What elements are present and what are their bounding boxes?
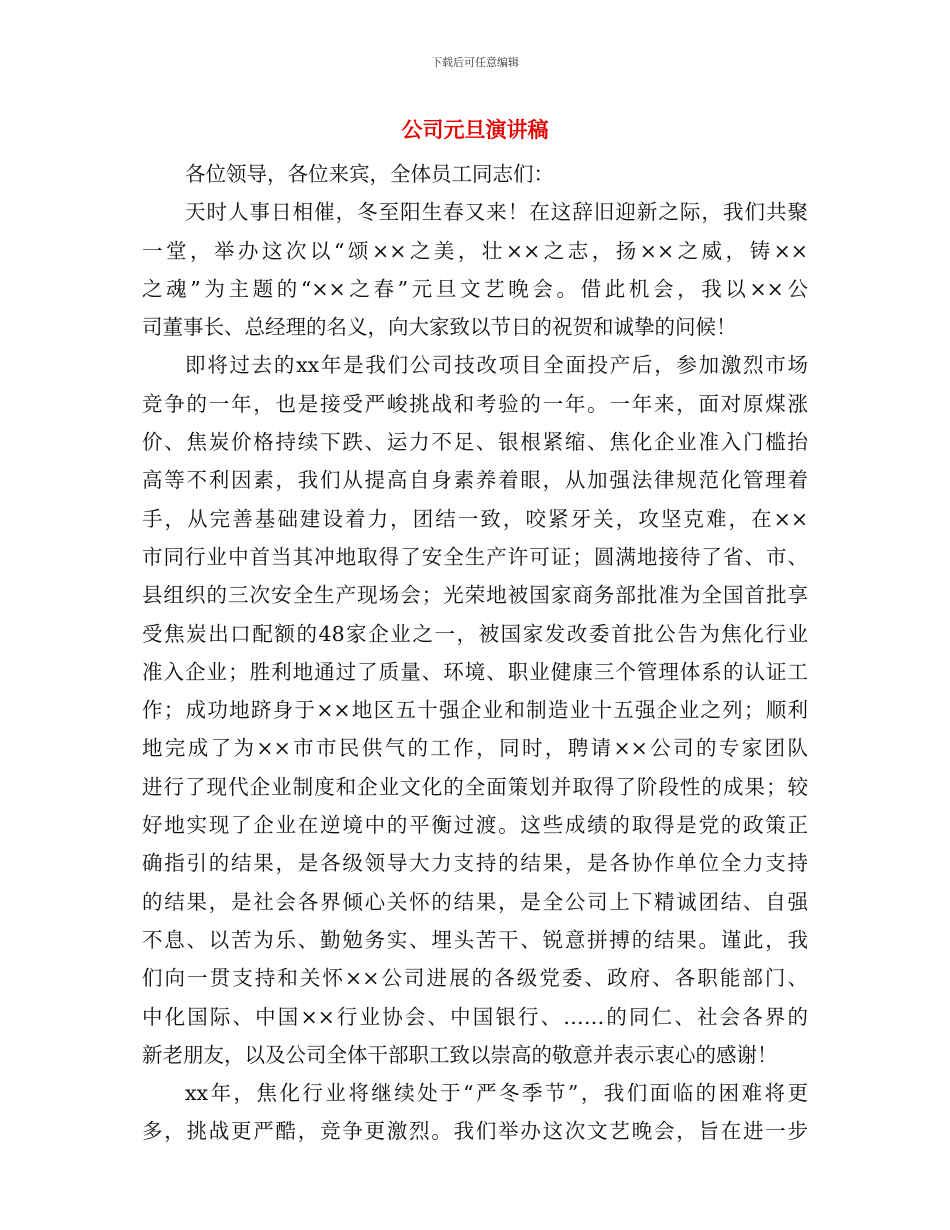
text-line: 即将过去的xx年是我们公司技改项目全面投产后，参加激烈市场 (185, 353, 808, 378)
text-line: 中化国际、中国××行业协会、中国银行、……的同仁、社会各界的 (142, 1004, 808, 1029)
text-line: 进行了现代企业制度和企业文化的全面策划并取得了阶段性的成果；较 (142, 774, 808, 799)
text-line: 价、焦炭价格持续下跌、运力不足、银根紧缩、焦化企业准入门槛抬 (142, 430, 808, 455)
text-line: 多，挑战更严酷，竞争更激烈。我们举办这次文艺晚会，旨在进一步 (142, 1119, 808, 1144)
text-line: 受焦炭出口配额的48家企业之一，被国家发改委首批公告为焦化行业 (142, 621, 808, 646)
text-line: 一堂，举办这次以“颂××之美，壮××之志，扬××之威，铸×× (142, 238, 808, 263)
text-line: 不息、以苦为乐、勤勉务实、埋头苦干、锐意拼搏的结果。谨此，我 (142, 927, 808, 952)
text-line: 地完成了为××市市民供气的工作，同时，聘请××公司的专家团队 (142, 736, 808, 761)
text-line: 高等不利因素，我们从提高自身素养着眼，从加强法律规范化管理着 (142, 468, 808, 493)
document-body (142, 155, 808, 1151)
text-line: 确指引的结果，是各级领导大力支持的结果，是各协作单位全力支持 (142, 851, 808, 876)
text-line: 县组织的三次安全生产现场会；光荣地被国家商务部批准为全国首批享 (142, 583, 808, 608)
text-line: 准入企业；胜利地通过了质量、环境、职业健康三个管理体系的认证工 (142, 659, 808, 684)
text-line: 司董事长、总经理的名义，向大家致以节日的祝贺和诚挚的问候！ (142, 315, 737, 340)
text-line: xx年，焦化行业将继续处于“严冬季节”，我们面临的困难将更 (185, 1081, 808, 1106)
text-line: 竞争的一年，也是接受严峻挑战和考验的一年。一年来，面对原煤涨 (142, 391, 808, 416)
text-line: 好地实现了企业在逆境中的平衡过渡。这些成绩的取得是党的政策正 (142, 813, 808, 838)
text-line: 市同行业中首当其冲地取得了安全生产许可证；圆满地接待了省、市、 (142, 544, 808, 569)
header-note: 下载后可任意编辑 (431, 56, 519, 69)
text-line: 们向一贯支持和关怀××公司进展的各级党委、政府、各职能部门、 (142, 966, 808, 991)
text-line: 新老朋友，以及公司全体干部职工致以崇高的敬意并表示衷心的感谢！ (142, 1042, 778, 1067)
text-line: 之魂”为主题的“××之春”元旦文艺晚会。借此机会，我以××公 (142, 276, 808, 301)
document-title: 公司元旦演讲稿 (401, 118, 549, 142)
text-line: 手，从完善基础建设着力，团结一致，咬紧牙关，攻坚克难，在×× (142, 506, 808, 531)
text-line: 天时人事日相催，冬至阳生春又来！在这辞旧迎新之际，我们共聚 (185, 200, 808, 225)
salutation-line: 各位领导，各位来宾，全体员工同志们： (185, 162, 554, 186)
text-line: 的结果，是社会各界倾心关怀的结果，是全公司上下精诚团结、自强 (142, 889, 808, 914)
text-line: 作；成功地跻身于××地区五十强企业和制造业十五强企业之列；顺利 (142, 698, 808, 723)
